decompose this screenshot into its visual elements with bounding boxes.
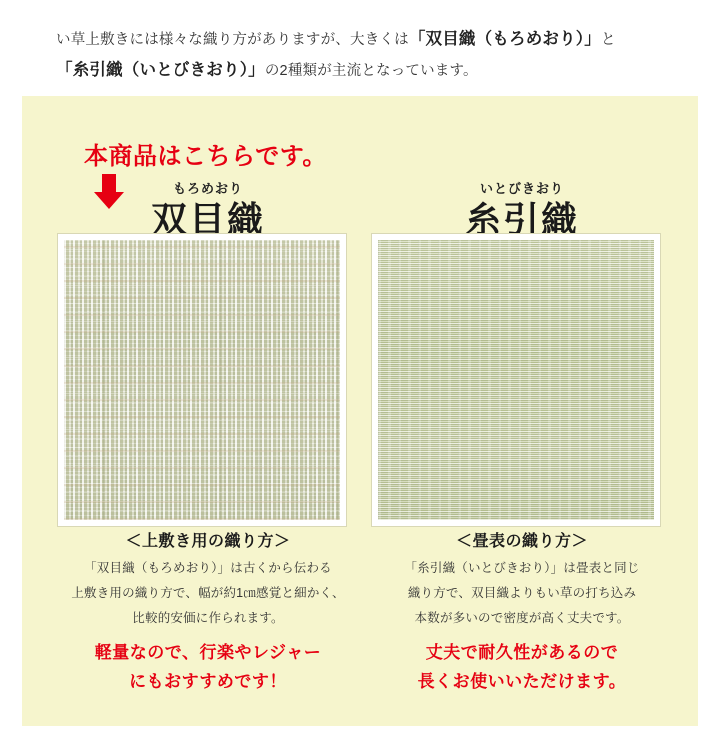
- caption-moromeori: ＜上敷き用の織り方＞: [125, 533, 291, 550]
- body-line: 比較的安価に作られます。: [132, 611, 284, 625]
- highlight-line: 丈夫で耐久性があるので: [425, 643, 619, 662]
- intro-term-moromeori: 「双目織（もろめおり）」: [408, 30, 601, 48]
- intro-term-itobikiori: 「糸引織（いとびきおり）」: [56, 60, 265, 79]
- body-line: 「糸引織（いとびきおり）」は畳表と同じ: [404, 561, 640, 575]
- caption-itobikiori: ＜畳表の織り方＞: [455, 533, 588, 550]
- intro-paragraph: [0, 0, 720, 85]
- highlight-line: 軽量なので、行楽やレジャー: [94, 643, 322, 662]
- ruby-label-moromeori: もろめおり: [172, 181, 243, 196]
- callout-text: 本商品はこちらです。: [84, 143, 327, 170]
- weave-columns: [22, 96, 698, 726]
- heading-moromeori: 双目織: [150, 200, 265, 240]
- body-line: 上敷き用の織り方で、幅が約1㎝感覚と細かく、: [71, 586, 345, 600]
- ruby-label-itobikiori: いとびきおり: [479, 181, 564, 196]
- heading-itobikiori: 糸引織: [464, 200, 579, 240]
- body-moromeori: [58, 556, 358, 631]
- highlight-line: にもおすすめです！: [129, 671, 287, 691]
- intro-text-3: の2種類が主流となっています。: [264, 62, 478, 79]
- comparison-panel: [22, 96, 698, 726]
- body-itobikiori: [372, 556, 672, 631]
- body-line: 織り方で、双目織よりもい草の打ち込み: [407, 586, 637, 600]
- swatch-moromeori: [58, 234, 346, 526]
- swatch-itobikiori: [372, 234, 660, 526]
- body-line: 「双目織（もろめおり）」は古くから伝わる: [84, 561, 332, 575]
- intro-text-1: い草上敷きには様々な織り方がありますが、大きくは: [56, 32, 409, 48]
- intro-text-2: と: [600, 32, 616, 48]
- highlight-line: 長くお使いいただけます。: [417, 671, 627, 691]
- highlight-moromeori: [53, 639, 363, 697]
- body-line: 本数が多いので密度が高く丈夫です。: [414, 611, 630, 625]
- highlight-itobikiori: [367, 639, 677, 697]
